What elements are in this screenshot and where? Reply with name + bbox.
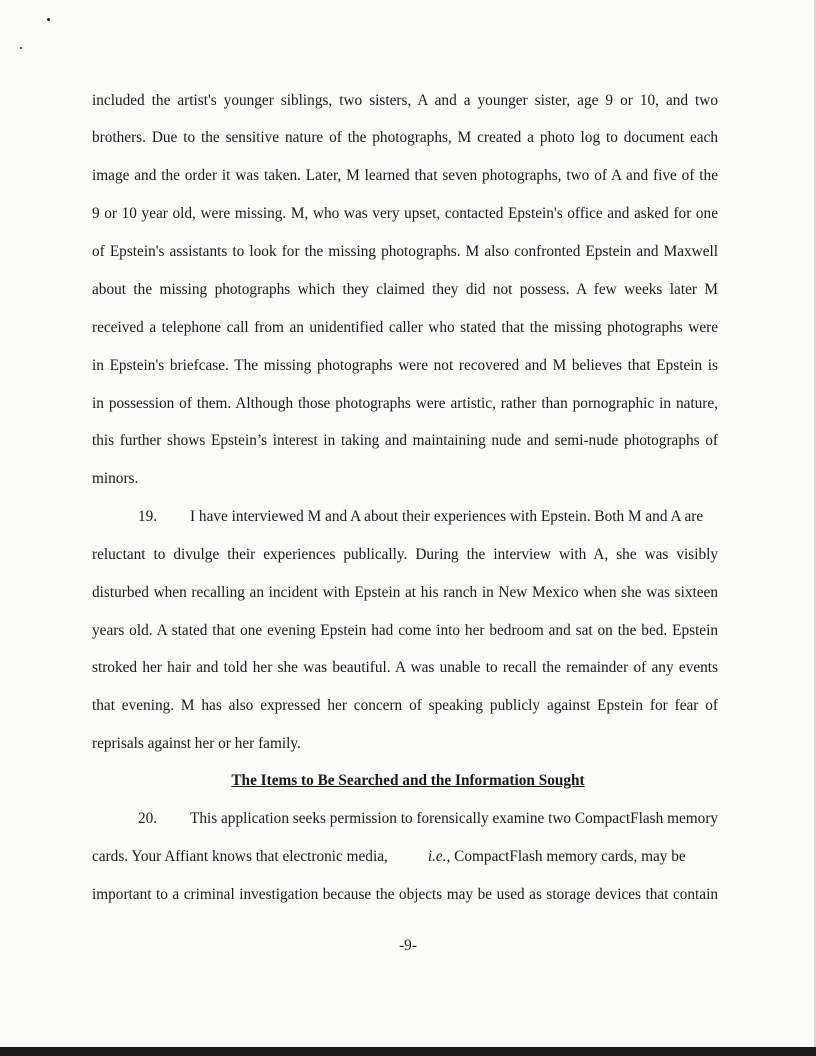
paragraph-number: 19.: [138, 508, 158, 525]
body-line: about the missing photographs which they claimed they did not possess. A few weeks later M: [92, 281, 718, 298]
page-number: -9-: [399, 937, 417, 954]
paragraph-19-first-line: [92, 507, 718, 526]
body-line: brothers. Due to the sensitive nature of the photographs, M created a photo log to document each: [92, 129, 718, 146]
body-line: minors.: [92, 470, 139, 487]
body-line: this further shows Epstein’s interest in taking and maintaining nude and semi-nude photographs of: [92, 432, 718, 449]
body-line: in Epstein's briefcase. The missing photographs were not recovered and M believes that Epstein is: [92, 357, 718, 374]
body-line: in possession of them. Although those photographs were artistic, rather than pornographic in nature,: [92, 395, 718, 412]
scan-bottom-border: [0, 1047, 816, 1056]
body-line: image and the order it was taken. Later, M learned that seven photographs, two of A and five of the: [92, 167, 718, 184]
section-heading: The Items to Be Searched and the Information Sought: [231, 772, 585, 789]
paragraph-number: 20.: [138, 810, 158, 827]
paragraph-text: This application seeks permission to forensically examine two CompactFlash memory: [190, 810, 719, 827]
paragraph-20-first-line: [92, 809, 718, 828]
body-line: reprisals against her or her family.: [92, 735, 301, 752]
body-line: disturbed when recalling an incident with Epstein at his ranch in New Mexico when she was sixteen: [92, 584, 718, 601]
body-line: of Epstein's assistants to look for the missing photographs. M also confronted Epstein and Maxwell: [92, 243, 718, 260]
scan-speck: [20, 47, 22, 49]
body-line: 9 or 10 year old, were missing. M, who was very upset, contacted Epstein's office and asked for one: [92, 205, 718, 222]
body-line: stroked her hair and told her she was beautiful. A was unable to recall the remainder of any events: [92, 659, 718, 676]
body-line: that evening. M has also expressed her concern of speaking publicly against Epstein for fear of: [92, 697, 718, 714]
line-text-italic: i.e.,: [427, 848, 451, 865]
body-line: important to a criminal investigation because the objects may be used as storage devices that contain: [92, 886, 718, 903]
body-line: received a telephone call from an unidentified caller who stated that the missing photographs were: [92, 319, 718, 336]
body-line: reluctant to divulge their experiences publically. During the interview with A, she was visibly: [92, 546, 718, 563]
line-text: cards. Your Affiant knows that electronic media,: [92, 848, 388, 865]
paragraph-20-line-2: [92, 847, 718, 866]
body-line: years old. A stated that one evening Epstein had come into her bedroom and sat on the bed. Epstein: [92, 622, 718, 639]
line-text: CompactFlash memory cards, may be: [454, 848, 686, 865]
scan-speck: [47, 18, 50, 21]
paragraph-text: I have interviewed M and A about their experiences with Epstein. Both M and A are: [190, 508, 704, 525]
body-line: included the artist's younger siblings, two sisters, A and a younger sister, age 9 or 10, and two: [92, 92, 718, 109]
